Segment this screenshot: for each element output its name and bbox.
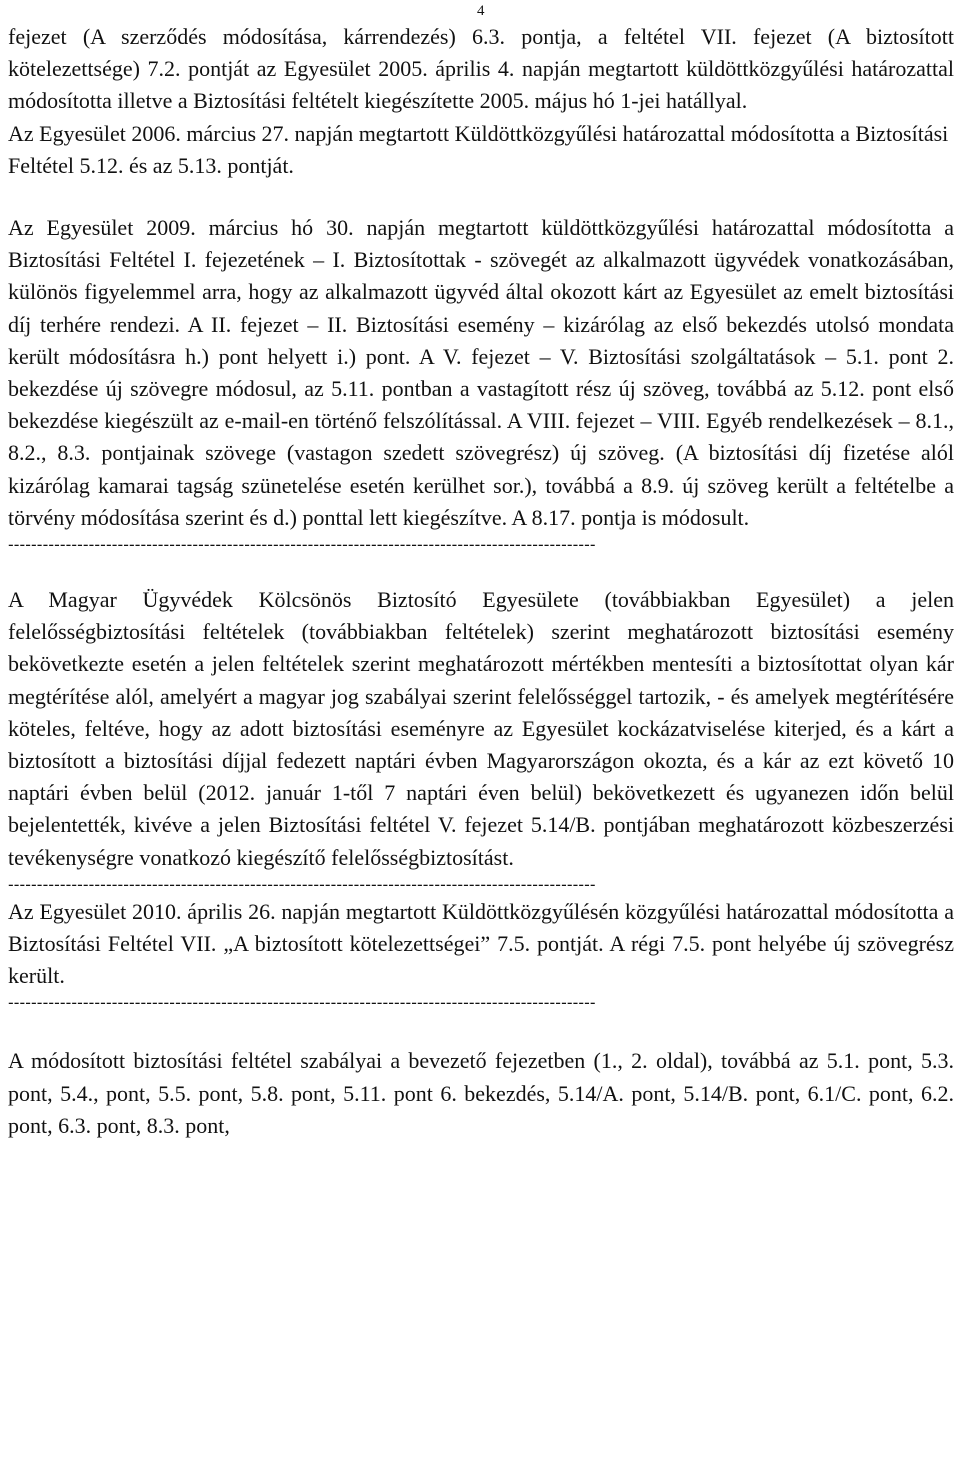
dashed-separator: ------------------------------------------------------------------------------------------------------ xyxy=(8,993,596,1013)
page-number: 4 xyxy=(477,3,485,19)
paragraph-amendment-2009: Az Egyesület 2009. március hó 30. napján megtartott küldöttközgyűlési határozattal módosította a Biztosítási Feltétel I. fejezetének – I. Biztosítottak - szövegét az alkalmazott ügyvédek vonatkozásában, különös figyelemmel arra, hogy az alkalmazott ügyvéd által okozott kárt az Egyesület az emelt biztosítási díj terhére rendezi. A II. fejezet – II. Biztosítási esemény – kizárólag az első bekezdés utolsó mondata került módosításra h.) pont helyett i.) pont. A V. fejezet – V. Biztosítási szolgáltatások – 5.1. pont 2. bekezdése új szövegre módosul, az 5.11. pontban a vastagított rész új szöveg, továbbá az 5.12. pont első bekezdése kiegészült az e-mail-en történő felszólítással. A VIII. fejezet – VIII. Egyéb rendelkezések – 8.1., 8.2., 8.3. pontjainak szövege (vastagon szedett szövegrész) új szöveg. (A biztosítási díj fizetése alól kizárólag kamarai tagság szünetelése esetén kerülhet sor.), továbbá a 8.9. új szöveg került a feltételbe a törvény módosítása szerint és d.) ponttal lett kiegészítve. A 8.17. pontja is módosult. xyxy=(8,215,954,530)
document-body xyxy=(8,21,954,1142)
dashed-separator: ------------------------------------------------------------------------------------------------------ xyxy=(8,874,596,894)
paragraph-amendment-2010: Az Egyesület 2010. április 26. napján megtartott Küldöttközgyűlésén közgyűlési határozattal módosította a Biztosítási Feltétel VII. „A biztosított kötelezettségei” 7.5. pontját. A régi 7.5. pont helyébe új szövegrész került. xyxy=(8,898,954,989)
dashed-separator: ------------------------------------------------------------------------------------------------------ xyxy=(8,535,596,555)
paragraph-modified-rules: A módosított biztosítási feltétel szabályai a bevezető fejezetben (1., 2. oldal), továbbá az 5.1. pont, 5.3. pont, 5.4., pont, 5.5. pont, 5.8. pont, 5.11. pont 6. bekezdés, 5.14/A. pont, 5.14/B. pont, 6.1/C. pont, 6.2. pont, 6.3. pont, 8.3. pont, xyxy=(8,1048,954,1138)
paragraph-amendment-2005: fejezet (A szerződés módosítása, kárrendezés) 6.3. pontja, a feltétel VII. fejezet (A biztosított kötelezettsége) 7.2. pontját az Egyesület 2005. április 4. napján megtartott küldöttközgyűlési határozattal módosította illetve a Biztosítási feltételt kiegészítette 2005. május hó 1-jei hatállyal. xyxy=(8,24,954,114)
paragraph-amendment-2006: Az Egyesület 2006. március 27. napján megtartott Küldöttközgyűlési határozattal módosította a Biztosítási Feltétel 5.12. és az 5.13. pontját. xyxy=(8,120,949,178)
paragraph-insurance-scope: A Magyar Ügyvédek Kölcsönös Biztosító Egyesülete (továbbiakban Egyesület) a jelen felelősségbiztosítási feltételek (továbbiakban feltételek) szerint meghatározott biztosítási esemény bekövetkezte esetén a jelen feltételek szerint meghatározott mértékben mentesíti a biztosítottat olyan kár megtérítése alól, amelyért a magyar jog szabályai szerint felelősséggel tartozik, - és amelyek megtérítésére köteles, feltéve, hogy az adott biztosítási eseményre az Egyesület kockázatviselése kiterjed, és a kárt a biztosított a biztosítási díjjal fedezett naptári évben Magyarországon okozta, és a kár az ezt követő 10 naptári évben belül (2012. január 1-től 7 naptári éven belül) bekövetkezett és ugyanezen időn belül bejelentették, kivéve a jelen Biztosítási feltétel V. fejezet 5.14/B. pontjában meghatározott közbeszerzési tevékenységre vonatkozó kiegészítő felelősségbiztosítást. xyxy=(8,587,954,870)
